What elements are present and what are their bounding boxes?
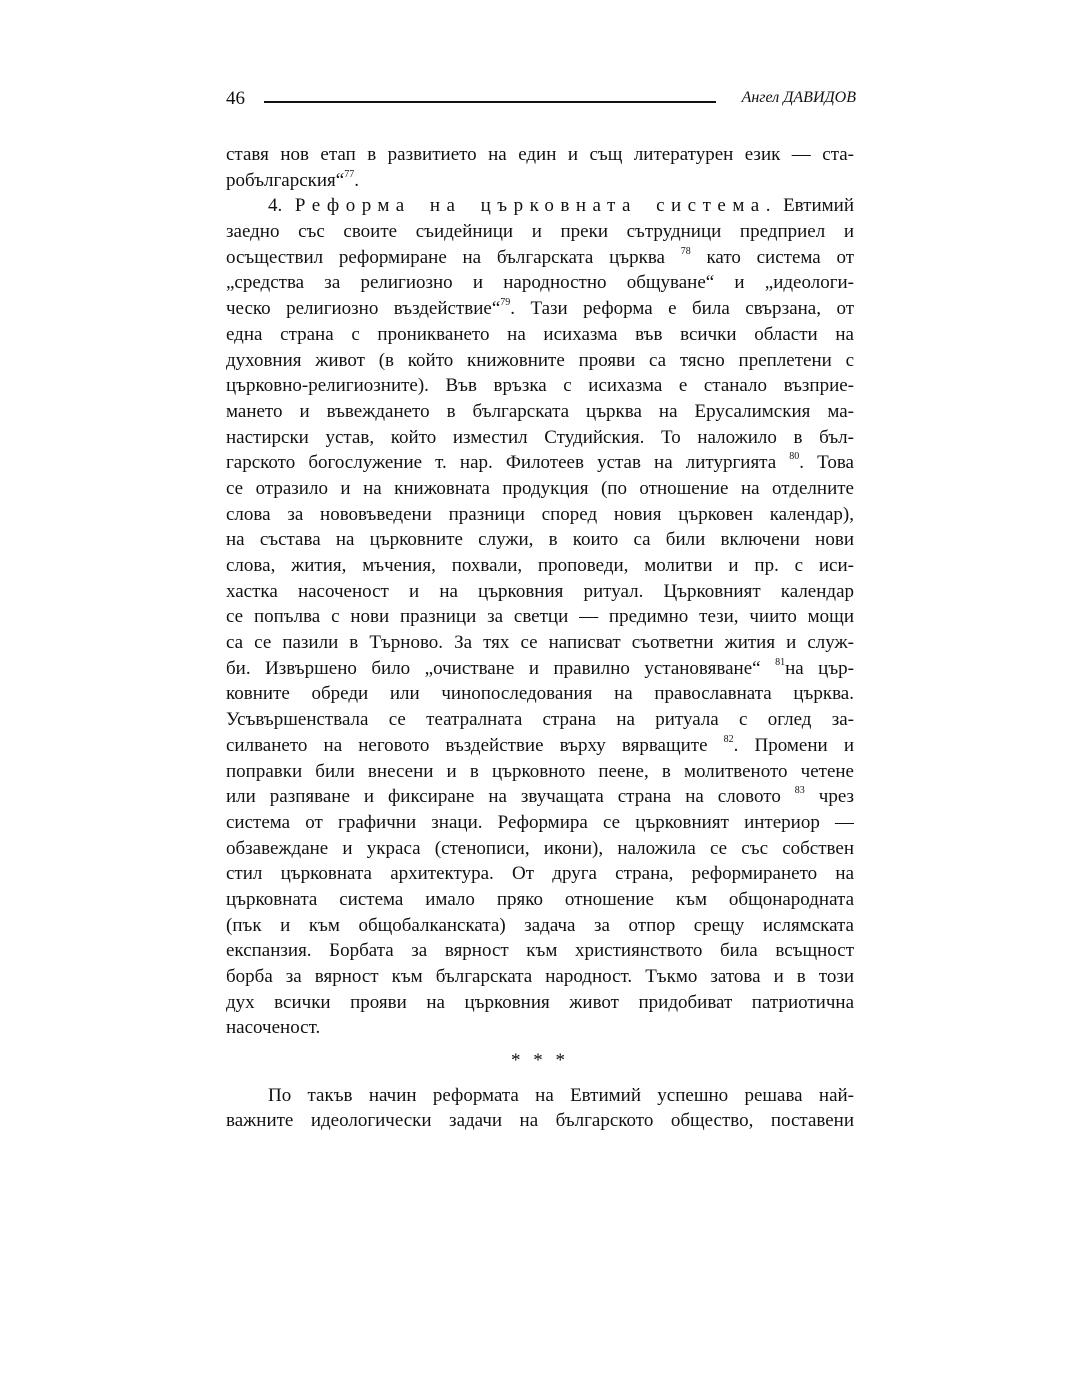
text-line: „средства за религиозно и народностно общуване“ и „идеологи- <box>226 272 854 294</box>
text-line: ковните обреди или чинопоследования на православната църква. <box>226 683 854 705</box>
text-line: хастка насоченост и на църковния ритуал. Църковният календар <box>226 580 854 602</box>
text-line: заедно със своите съидейници и преки сътрудници предприел и <box>226 221 854 243</box>
text-line: се отразило и на книжовната продукция (по отношение на отделните <box>226 477 854 499</box>
header-rule <box>264 101 716 103</box>
text-line: църковно-религиозните). Във връзка с исихазма е станало възприе- <box>226 375 854 397</box>
text-line: силването на неговото въздействие върху вярващите $^{82}$. Промени и <box>226 733 854 756</box>
section-heading: Реформа на църковната система <box>294 195 766 217</box>
text-line: на състава на църковните служи, в които са били включени нови <box>226 529 854 551</box>
text-line: важните идеологически задачи на българското общество, поставени <box>226 1110 854 1132</box>
footnote-ref: 77 <box>344 168 355 180</box>
footnote-ref: 81 <box>775 656 786 668</box>
text-line: Усъвършенствала се театралната страна на ритуала с оглед за- <box>226 709 854 731</box>
text-line: експанзия. Борбата за вярност към християнството била всъщност <box>226 940 854 962</box>
text-line: се попълва с нови празници за светци — предимно тези, чиито мощи <box>226 606 854 628</box>
running-head: Ангел ДАВИДОВ <box>741 89 856 106</box>
text-line: духовния живот (в който книжовните прояви са тясно преплетени с <box>226 349 854 371</box>
text-line: църковната система имало пряко отношение към общонародната <box>226 888 854 910</box>
text-line: една страна с проникването на исихазма във всички области на <box>226 323 854 345</box>
text-line: осъществил реформиране на българската църква $^{78}$ като система от <box>226 245 854 268</box>
text-line: робългарския“$^{77}$. <box>226 168 359 191</box>
section-divider: * * * <box>511 1050 569 1072</box>
footnote-ref: 80 <box>789 451 800 463</box>
page-header <box>226 88 856 114</box>
body-text <box>226 142 854 1134</box>
text-line: поправки били внесени и в църковното пеене, в молитвеното четене <box>226 760 854 782</box>
text-line: По такъв начин реформата на Евтимий успешно решава най- <box>268 1084 854 1106</box>
text-line: слова за нововъведени празници според новия църковен календар), <box>226 503 854 525</box>
footnote-ref: 79 <box>500 297 511 309</box>
text-line: настирски устав, който изместил Студийския. То наложило в бъл- <box>226 426 854 448</box>
text-line: борба за вярност към българската народност. Тъкмо затова и в този <box>226 966 854 987</box>
text-line: насоченост. <box>226 1017 321 1039</box>
text-line: гарското богослужение т. нар. Филотеев устав на литургията $^{80}$. Това <box>226 451 854 474</box>
text-line: дух всички прояви на църковния живот придобиват патриотична <box>226 991 854 1013</box>
text-line: ставя нов етап в развитието на един и същ литературен език — ста- <box>226 144 854 165</box>
footnote-ref: 83 <box>794 785 805 797</box>
text-line: или разпяване и фиксиране на звучащата страна на словото $^{83}$ чрез <box>226 785 854 808</box>
text-line: (пък и към общобалканската) задача за отпор срещу ислямската <box>226 914 854 936</box>
section-heading-line: 4. Реформа на църковната система. Евтимий <box>268 195 854 217</box>
text-line: система от графични знаци. Реформира се църковният интериор — <box>226 811 854 833</box>
text-line: мането и въвеждането в българската църква на Ерусалимския ма- <box>226 400 854 422</box>
text-line: би. Извършено било „очистване и правилно установяване“ $^{81}$на цър- <box>226 656 854 679</box>
footnote-ref: 78 <box>680 245 691 257</box>
text-line: стил църковната архитектура. От друга страна, реформирането на <box>226 863 854 885</box>
footnote-ref: 82 <box>723 733 734 745</box>
text-line: обзавеждане и украса (стенописи, икони), наложила се със собствен <box>226 837 854 859</box>
page-number: 46 <box>226 88 245 109</box>
text-line: слова, жития, мъчения, похвали, проповеди, молитви и пр. с иси- <box>226 555 854 576</box>
text-line: са се пазили в Търново. За тях се написват съответни жития и служ- <box>226 632 854 654</box>
text-line: ческо религиозно въздействие“$^{79}$. Тази реформа е била свързана, от <box>226 297 854 320</box>
